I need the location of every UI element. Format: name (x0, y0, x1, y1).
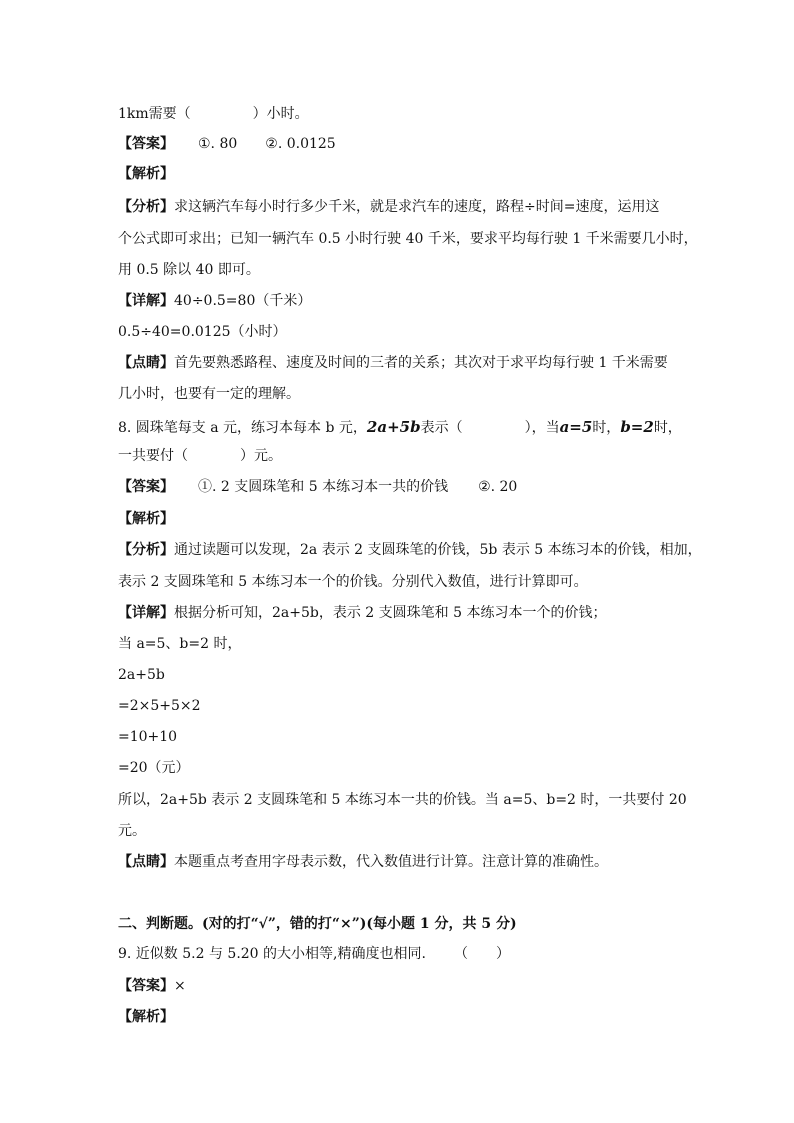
text: 时， (653, 420, 682, 436)
detail-line (118, 291, 311, 311)
answer-value: ①. 80 (198, 136, 238, 152)
text: 一共要付（ (118, 448, 188, 464)
answer-value: × (174, 978, 186, 994)
text: 40÷0.5=80（千米） (174, 293, 312, 309)
question-8 (118, 417, 682, 438)
calc-line: =2×5+5×2 (118, 698, 201, 714)
analysis-tag: 【分析】 (118, 199, 174, 215)
section-heading: 二、判断题。(对的打“√”，错的打“×”)(每小题 1 分，共 5 分) (118, 916, 517, 932)
text: 表示（ (420, 420, 463, 436)
math-expression: a=5 (559, 418, 593, 436)
answer-value: ②. 20 (478, 479, 518, 495)
calc-line: 元。 (118, 823, 146, 839)
answer-line (118, 976, 186, 996)
analysis-line (118, 197, 659, 217)
analysis-heading: 【解析】 (118, 1009, 174, 1025)
answer-blank: （ ） (453, 946, 510, 962)
detail-line: 0.5÷40=0.0125（小时） (118, 324, 287, 340)
calc-line: 当 a=5、b=2 时， (118, 636, 242, 652)
answer-tag: 【答案】 (118, 136, 174, 152)
text: 9. 近似数 5.2 与 5.20 的大小相等,精确度也相同. (118, 946, 426, 962)
analysis-line: 表示 2 支圆珠笔和 5 本练习本一个的价钱。分别代入数值，进行计算即可。 (118, 574, 588, 590)
analysis-heading: 【解析】 (118, 166, 174, 182)
detail-line (118, 603, 606, 623)
calc-line: 所以，2a+5b 表示 2 支圆珠笔和 5 本练习本一共的价钱。当 a=5、b=2 时，一共要付 20 (118, 792, 687, 808)
text: 时， (592, 420, 621, 436)
text: ），当 (524, 420, 560, 436)
analysis-tag: 【分析】 (118, 542, 174, 558)
comment-line (118, 353, 668, 373)
comment-line: 几小时，也要有一定的理解。 (118, 386, 300, 402)
calc-line: =20（元） (118, 760, 190, 776)
calc-line: =10+10 (118, 729, 178, 745)
answer-tag: 【答案】 (118, 978, 174, 994)
text: ）元。 (240, 448, 282, 464)
line-q7-tail (118, 104, 309, 124)
answer-tag: 【答案】 (118, 479, 174, 495)
text: 通过读题可以发现，2a 表示 2 支圆珠笔的价钱，5b 表示 5 本练习本的价钱，相加， (174, 542, 702, 558)
question-9 (118, 944, 510, 964)
detail-tag: 【详解】 (118, 293, 174, 309)
detail-tag: 【详解】 (118, 605, 174, 621)
analysis-line: 用 0.5 除以 40 即可。 (118, 262, 260, 278)
comment-tag: 【点睛】 (118, 854, 174, 870)
text: 1km需要（ (118, 106, 191, 122)
text: 根据分析可知，2a+5b，表示 2 支圆珠笔和 5 本练习本一个的价钱； (174, 605, 607, 621)
text: 求这辆汽车每小时行多少千米，就是求汽车的速度，路程÷时间=速度，运用这 (174, 199, 660, 215)
answer-line (118, 477, 517, 497)
comment-tag: 【点睛】 (118, 355, 174, 371)
text: 首先要熟悉路程、速度及时间的三者的关系；其次对于求平均每行驶 1 千米需要 (174, 355, 668, 371)
answer-value: ②. 0.0125 (265, 136, 336, 152)
analysis-heading: 【解析】 (118, 511, 174, 527)
question-8-line-2 (118, 446, 282, 466)
comment-line (118, 852, 608, 872)
text: ）小时。 (252, 106, 309, 122)
analysis-line: 个公式即可求出；已知一辆汽车 0.5 小时行驶 40 千米，要求平均每行驶 1 千米需要几小时， (118, 231, 698, 247)
math-expression: 2a+5b (366, 418, 421, 436)
analysis-line (118, 540, 702, 560)
answer-line (118, 134, 336, 154)
answer-value: ①. 2 支圆珠笔和 5 本练习本一共的价钱 (198, 479, 449, 495)
text: 8. 圆珠笔每支 a 元，练习本每本 b 元， (118, 420, 367, 436)
calc-line: 2a+5b (118, 667, 165, 683)
text: 本题重点考查用字母表示数，代入数值进行计算。注意计算的准确性。 (174, 854, 608, 870)
math-expression: b=2 (620, 418, 654, 436)
